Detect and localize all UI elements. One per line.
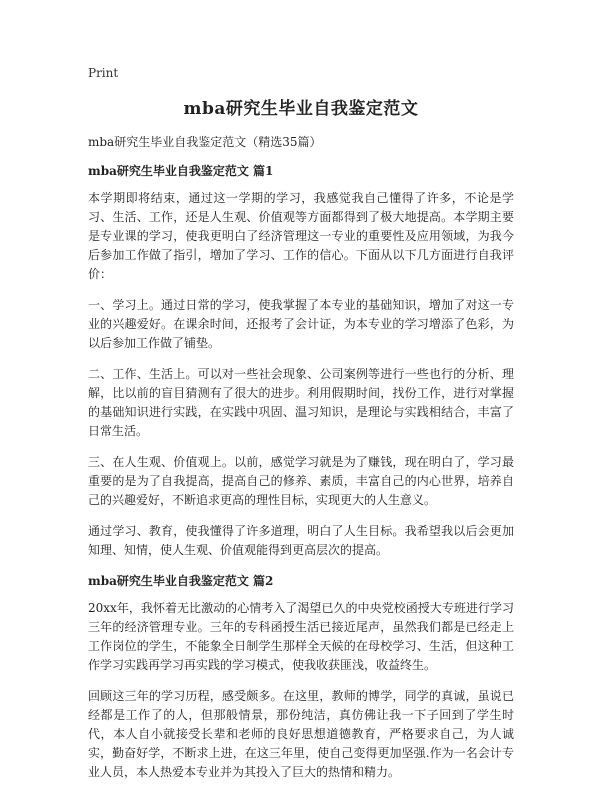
paragraph: 回顾这三年的学习历程，感受颇多。在这里，教师的博学，同学的真诚，虽说已经都是工作了的人，但那般情景，那份纯洁，真仿佛让我一下子回到了学生时代，本人自小就接受长辈和老师的良好思想道德教育，严格要求自己，为人诚实，勤奋好学，不断求上进，在这三年里，使自己变得更加坚强.作为一名会计专业人员，本人热爱本专业并为其投入了巨大的热情和精力。 [88, 689, 514, 779]
section-1 [88, 162, 514, 560]
section-2 [88, 572, 514, 782]
paragraph: 一、学习上。通过日常的学习，使我掌握了本专业的基础知识，增加了对这一专业的兴趣爱好。在课余时间，还报考了会计证，为本专业的学习增添了色彩，为以后参加工作做了铺垫。 [88, 298, 514, 350]
print-label: Print [88, 66, 119, 80]
document-title: mba研究生毕业自我鉴定范文 [183, 99, 419, 119]
document-subtitle: mba研究生毕业自我鉴定范文（精选35篇） [88, 135, 322, 149]
paragraph: 三、在人生观、价值观上。以前，感觉学习就是为了赚钱，现在明白了，学习最重要的是为了自我提高，提高自己的修养、素质，丰富自己的内心世界，培养自己的兴趣爱好，不断追求更高的理性目标，实现更大的人生意义。 [88, 455, 514, 507]
section-heading: mba研究生毕业自我鉴定范文 篇1 [88, 164, 274, 178]
document-page [88, 66, 514, 794]
paragraph: 通过学习、教育，使我懂得了许多道理，明白了人生目标。我希望我以后会更加知理、知情，使人生观、价值观能得到更高层次的提高。 [88, 524, 514, 557]
paragraph: 二、工作、生活上。可以对一些社会现象、公司案例等进行一些也行的分析、理解，比以前的盲目猜测有了很大的进步。利用假期时间，找份工作，进行对掌握的基础知识进行实践，在实践中巩固、温习知识，是理论与实践相结合，丰富了日常生活。 [88, 367, 514, 438]
paragraph: 本学期即将结束，通过这一学期的学习，我感觉我自己懂得了许多，不论是学习、生活、工作，还是人生观、价值观等方面都得到了极大地提高。本学期主要是专业课的学习，使我更明白了经济管理这一专业的重要性及应用领域，为我今后参加工作做了指引，增加了学习、工作的信心。下面从以下几方面进行自我评价： [88, 191, 514, 281]
paragraph: 20xx年，我怀着无比激动的心情考入了渴望已久的中央党校函授大专班进行学习三年的经济管理专业。三年的专科函授生活已接近尾声，虽然我们都是已经走上工作岗位的学生，不能象全日制学生那样全天候的在母校学习、生活，但这种工作学习实践再学习再实践的学习模式，使我收获匪浅，收益终生。 [88, 601, 514, 672]
section-heading: mba研究生毕业自我鉴定范文 篇2 [88, 574, 274, 588]
